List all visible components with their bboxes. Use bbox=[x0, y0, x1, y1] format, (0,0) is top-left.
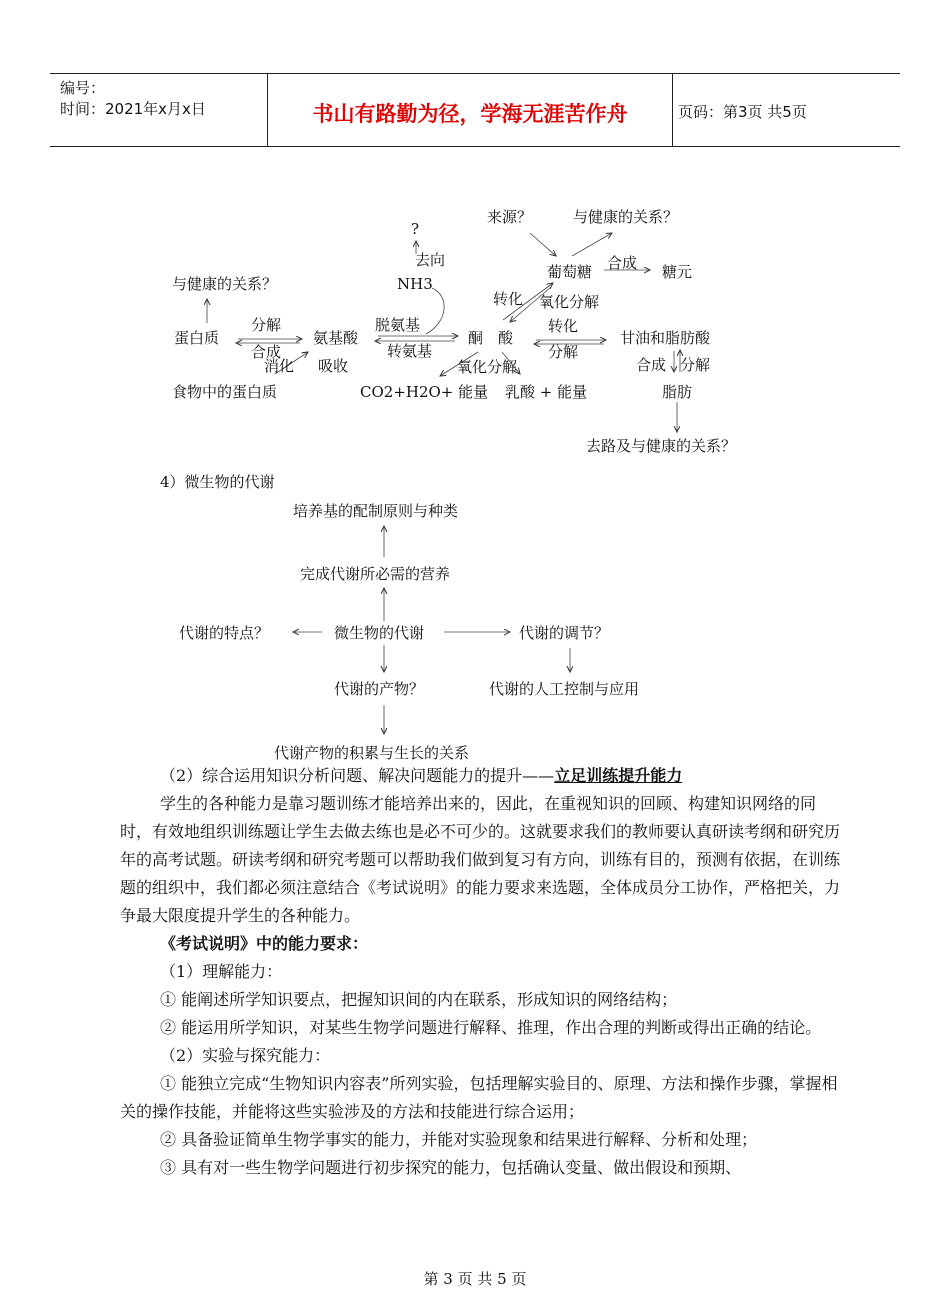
diagram-label: 酮 酸 bbox=[468, 329, 514, 347]
ability-item: ② 能运用所学知识，对某些生物学问题进行解释、推理，作出合理的判断或得出正确的结论。 bbox=[160, 1018, 822, 1037]
ability-item: ① 能阐述所学知识要点，把握知识间的内在联系，形成知识的网络结构； bbox=[160, 990, 678, 1009]
diagram-label: 甘油和脂肪酸 bbox=[620, 329, 711, 347]
diagram-label: 去向 bbox=[415, 251, 446, 269]
time-label: 时间：2021年x月x日 bbox=[60, 100, 206, 118]
diagram-label: 脱氨基 bbox=[375, 316, 421, 334]
page-number-label: 页码：第3页 共5页 bbox=[678, 103, 807, 121]
ability-item: ② 具备验证简单生物学事实的能力，并能对实验现象和结果进行解释、分析和处理； bbox=[160, 1130, 758, 1149]
diagram-label: NH3 bbox=[397, 275, 433, 293]
diagram-label: 糖元 bbox=[662, 263, 693, 281]
diagram-label: 氨基酸 bbox=[313, 329, 359, 347]
diagram-label: CO2+H2O+ 能量 bbox=[360, 383, 489, 401]
diagram-label: 代谢产物的积累与生长的关系 bbox=[274, 744, 470, 762]
diagram-label: 微生物的代谢 bbox=[334, 624, 425, 642]
diagram-label: 合成 bbox=[636, 356, 667, 374]
diagram-label: 完成代谢所必需的营养 bbox=[300, 565, 451, 583]
heading-emphasis: 立足训练提升能力 bbox=[554, 766, 683, 785]
number-label: 编号： bbox=[60, 79, 106, 97]
diagram-label: 转化 bbox=[493, 290, 524, 308]
diagram-label: 分解 bbox=[680, 356, 711, 374]
ability-heading: （2）实验与探究能力： bbox=[160, 1046, 331, 1065]
heading-prefix: （2）综合运用知识分析问题、解决问题能力的提升—— bbox=[160, 766, 555, 785]
diagram-label: 与健康的关系？ bbox=[172, 275, 278, 293]
page-footer: 第 3 页 共 5 页 bbox=[423, 1270, 527, 1288]
diagram-label: 代谢的调节？ bbox=[519, 624, 610, 642]
diagram-label: 代谢的特点？ bbox=[179, 624, 270, 642]
diagram-label: ? bbox=[411, 220, 420, 238]
requirements-title: 《考试说明》中的能力要求： bbox=[160, 934, 369, 953]
diagram-label: 转氨基 bbox=[387, 342, 433, 360]
diagram-label: 吸收 bbox=[318, 357, 349, 375]
section-title: 4）微生物的代谢 bbox=[160, 473, 275, 491]
diagram-label: 来源？ bbox=[487, 208, 533, 226]
header-motto: 书山有路勤为径，学海无涯苦作舟 bbox=[312, 102, 628, 126]
diagram-label: 氧化分解 bbox=[539, 293, 600, 311]
heading-2 bbox=[120, 762, 840, 790]
diagram-label: 转化 bbox=[548, 317, 579, 335]
diagram-label: 代谢的人工控制与应用 bbox=[489, 680, 640, 698]
diagram-label: 合成 bbox=[607, 254, 638, 272]
ability-heading: （1）理解能力： bbox=[160, 962, 283, 981]
diagram-label: 氧化分解 bbox=[457, 358, 518, 376]
diagram-label: 培养基的配制原则与种类 bbox=[293, 502, 459, 520]
diagram-label: 脂肪 bbox=[662, 383, 693, 401]
diagram-label: 葡萄糖 bbox=[547, 263, 593, 281]
diagram-label: 与健康的关系？ bbox=[573, 208, 679, 226]
diagram-label: 食物中的蛋白质 bbox=[172, 383, 278, 401]
paragraph: 学生的各种能力是靠习题训练才能培养出来的，因此，在重视知识的回顾、构建知识网络的同时，有效地组织训练题让学生去做去练也是必不可少的。这就要求我们的教师要认真研读考纲和研究历年的高考试题。研读考纲和研究考题可以帮助我们做到复习有方向，训练有目的，预测有依据，在训练题的组织中，我们都必须注意结合《考试说明》的能力要求来选题，全体成员分工协作，严格把关，力争最大限度提升学生的各种能力。 bbox=[120, 794, 841, 925]
diagram-label: 乳酸 + 能量 bbox=[505, 383, 588, 401]
ability-item: ① 能独立完成“生物知识内容表”所列实验，包括理解实验目的、原理、方法和操作步骤，掌握相关的操作技能，并能将这些实验涉及的方法和技能进行综合运用； bbox=[120, 1074, 838, 1121]
body-text bbox=[120, 762, 840, 1182]
diagram-label: 分解 bbox=[548, 343, 579, 361]
diagram-label: 消化 bbox=[264, 357, 295, 375]
diagram-label: 代谢的产物？ bbox=[334, 680, 425, 698]
diagram-label: 去路及与健康的关系？ bbox=[586, 437, 737, 455]
diagram-label: 合成 bbox=[251, 343, 282, 361]
ability-item: ③ 具有对一些生物学问题进行初步探究的能力，包括确认变量、做出假设和预期、 bbox=[160, 1158, 742, 1177]
diagram-label: 分解 bbox=[251, 316, 282, 334]
diagram-label: 蛋白质 bbox=[174, 329, 220, 347]
